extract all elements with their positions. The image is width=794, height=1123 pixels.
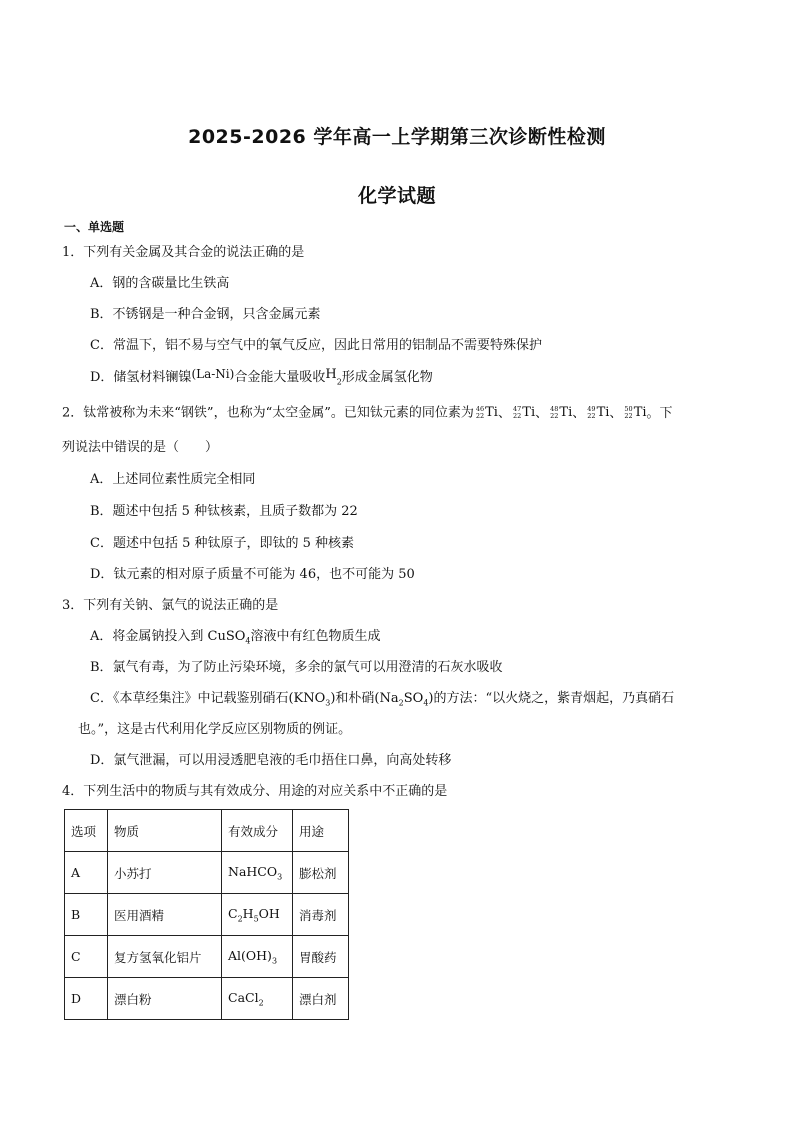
row-substance: 复方氢氧化铝片 [108, 936, 222, 978]
table-header: 物质 [108, 810, 222, 852]
table-header-row [65, 810, 349, 852]
table-row [65, 852, 349, 894]
row-use: 膨松剂 [293, 852, 349, 894]
isotope-mass-number: 46 [475, 404, 485, 413]
row-use: 漂白剂 [293, 978, 349, 1020]
row-option: D [65, 978, 108, 1020]
isotope-notation [476, 404, 498, 422]
q2-stem-text: 2．钛常被称为未来“钢铁”，也称为“太空金属”。已知钛元素的同位素为 [62, 405, 474, 421]
q3-a-post: 溶液中有红色物质生成 [250, 629, 381, 644]
isotope-symbol: Ti [485, 405, 498, 420]
q1-option-a: A．钢的含碳量比生铁高 [90, 276, 230, 291]
q1-option-c: C．常温下，铝不易与空气中的氧气反应，因此日常用的铝制品不需要特殊保护 [90, 338, 542, 353]
q3-option-b: B．氯气有毒，为了防止污染环境，多余的氯气可以用澄清的石灰水吸收 [90, 660, 503, 675]
q2-isotope-list [474, 406, 673, 421]
q3-a-text: A．将金属钠投入到 CuSO [90, 629, 246, 644]
table-row [65, 936, 349, 978]
isotope-notation [624, 404, 646, 422]
q3-c-mid2: SO [403, 691, 424, 706]
q1-stem: 1．下列有关金属及其合金的说法正确的是 [62, 245, 305, 260]
q2-option-d: D．钛元素的相对原子质量不可能为 46，也不可能为 50 [90, 567, 415, 582]
isotope-symbol: Ti [559, 405, 573, 420]
q4-table [64, 809, 349, 1020]
row-component: $Al(OH)_3$ [222, 936, 293, 978]
row-substance: 漂白粉 [108, 978, 222, 1020]
q3-option-c [90, 690, 674, 713]
isotope-symbol: Ti [596, 405, 610, 420]
isotope-separator: 、 [535, 405, 549, 421]
isotope-separator: 、 [572, 405, 586, 421]
q1-d-post: 形成金属氢化物 [341, 370, 433, 385]
row-use: 消毒剂 [293, 894, 349, 936]
isotope-atomic-number: 22 [550, 411, 559, 420]
isotope-mass-number: 47 [513, 404, 522, 413]
q1-option-d [90, 368, 433, 392]
isotope-atomic-number: 22 [624, 411, 633, 420]
isotope-separator: 。下 [646, 405, 673, 421]
row-option: C [65, 936, 108, 978]
table-header: 有效成分 [222, 810, 293, 852]
q1-d-text: D．储氢材料镧镍 [90, 370, 192, 385]
isotope-notation [513, 404, 535, 422]
isotope-symbol: Ti [633, 405, 647, 420]
isotope-atomic-number: 22 [475, 411, 485, 420]
q2-option-c: C．题述中包括 5 种钛原子，即钛的 5 种核素 [90, 536, 355, 551]
isotope-symbol: Ti [522, 405, 536, 420]
isotope-separator: 、 [497, 405, 511, 421]
table-row [65, 978, 349, 1020]
q3-c-sub1: 3 [325, 698, 331, 708]
q3-c-sub2: 2 [398, 698, 404, 708]
exam-title: 2025-2026 学年高一上学期第三次诊断性检测 [188, 126, 606, 148]
row-component: NaHCO$_3$ [222, 852, 293, 894]
q3-option-d: D．氯气泄漏，可以用浸透肥皂液的毛巾捂住口鼻，向高处转移 [90, 753, 452, 768]
q2-stem [62, 404, 673, 423]
q3-a-sub: 4 [245, 636, 251, 646]
q1-d-formula: (La-Ni) [191, 367, 235, 381]
q3-stem: 3．下列有关钠、氯气的说法正确的是 [62, 598, 279, 613]
q4-stem: 4．下列生活中的物质与其有效成分、用途的对应关系中不正确的是 [62, 784, 448, 799]
isotope-atomic-number: 22 [513, 411, 522, 420]
q3-option-a [90, 628, 381, 651]
row-component: $C_2H_5OH$ [222, 894, 293, 936]
exam-subtitle: 化学试题 [357, 185, 436, 207]
table-row [65, 894, 349, 936]
table-header: 用途 [293, 810, 349, 852]
q1-option-b: B．不锈钢是一种合金钢，只含金属元素 [90, 307, 321, 322]
isotope-separator: 、 [609, 405, 623, 421]
isotope-atomic-number: 22 [587, 411, 596, 420]
q2-option-a: A．上述同位素性质完全相同 [90, 472, 256, 487]
q3-option-c-line2: 也。”，这是古代利用化学反应区别物质的例证。 [78, 722, 352, 737]
q2-stem-line2: 列说法中错误的是（ ） [62, 440, 219, 455]
table-header: 选项 [65, 810, 108, 852]
isotope-mass-number: 48 [550, 404, 559, 413]
q2-option-b: B．题述中包括 5 种钛核素，且质子数都为 22 [90, 504, 358, 519]
row-use: 胃酸药 [293, 936, 349, 978]
isotope-mass-number: 49 [587, 404, 596, 413]
q1-d-sub: 2 [336, 377, 342, 387]
row-substance: 医用酒精 [108, 894, 222, 936]
q3-c-mid: )和朴硝(Na [330, 691, 399, 706]
row-substance: 小苏打 [108, 852, 222, 894]
isotope-mass-number: 50 [624, 404, 633, 413]
isotope-notation [550, 404, 572, 422]
q1-d-h: H [325, 367, 337, 382]
isotope-notation [587, 404, 609, 422]
q3-c-post: )的方法：“以火烧之，紫青烟起，乃真硝石 [428, 691, 675, 706]
row-option: B [65, 894, 108, 936]
section-heading: 一、单选题 [64, 220, 125, 234]
row-option: A [65, 852, 108, 894]
row-component: CaCl$_2$ [222, 978, 293, 1020]
q1-d-mid: 合金能大量吸收 [234, 370, 326, 385]
q3-c-sub3: 4 [423, 698, 429, 708]
q3-c-text: C．《本草经集注》中记载鉴别硝石(KNO [90, 691, 326, 706]
